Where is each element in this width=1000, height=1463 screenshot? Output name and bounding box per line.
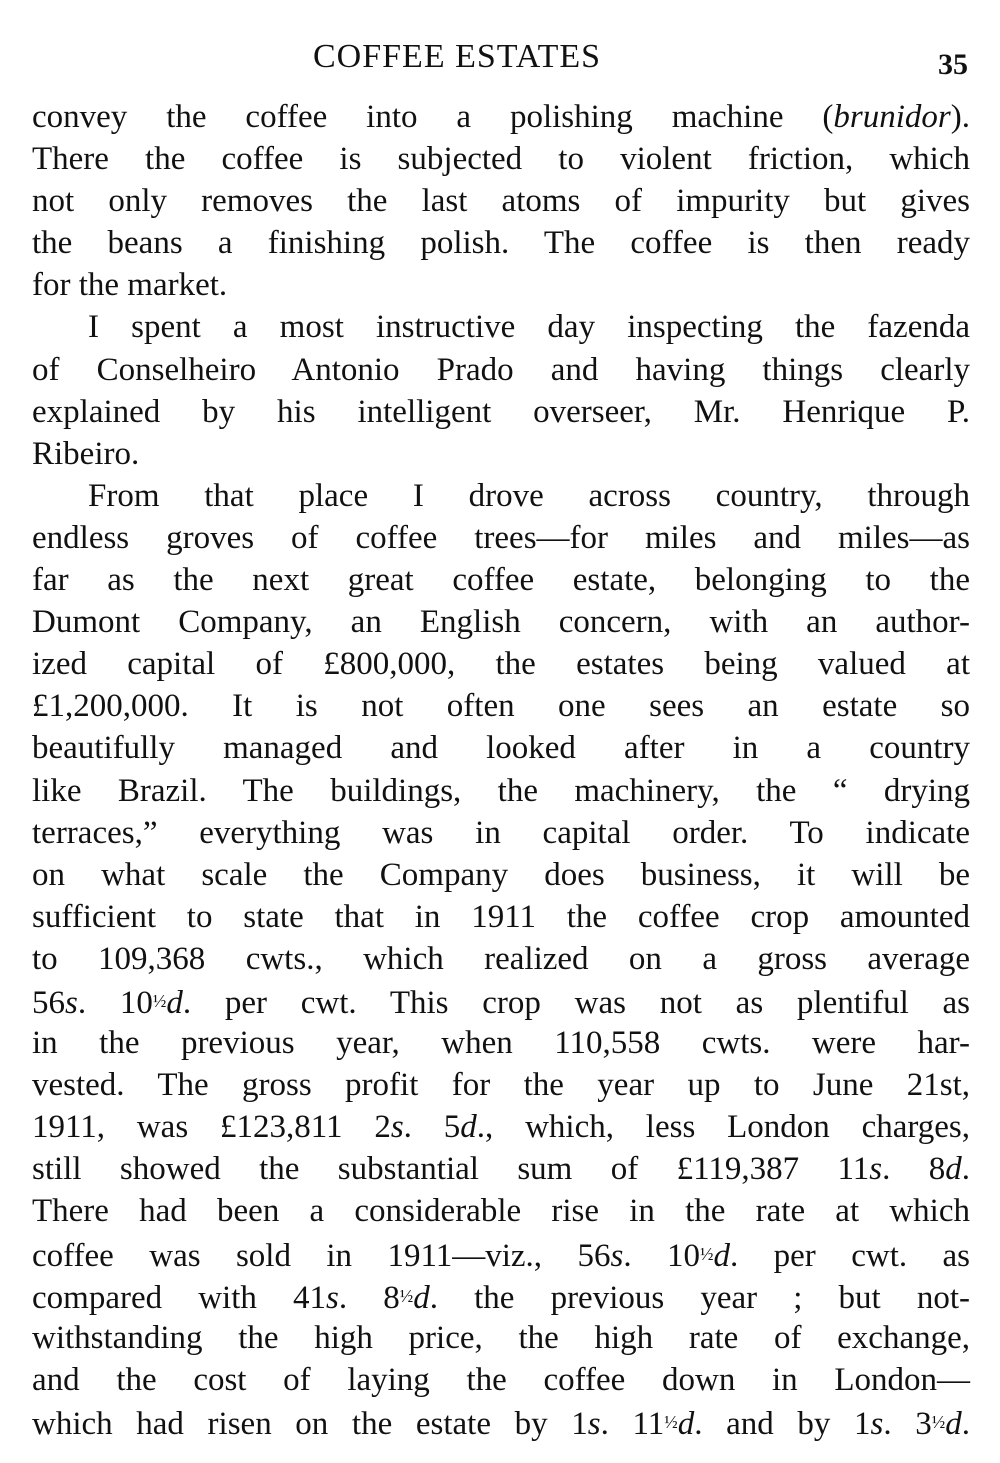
page-header: [0, 38, 1000, 88]
text-segment: still showed the substantial sum of £119,387 11: [32, 1151, 870, 1188]
text-line: [32, 1275, 970, 1317]
text-segment: vested. The gross profit for the year up to June 21st,: [32, 1067, 970, 1104]
text-segment: for the market.: [32, 267, 228, 304]
text-segment: ized capital of £800,000, the estates being valued at: [32, 646, 970, 683]
text-segment: Ribeiro.: [32, 435, 140, 472]
italic-text: s: [65, 984, 78, 1021]
italic-text: d: [945, 1405, 962, 1442]
italic-text: s: [587, 1405, 601, 1442]
text-line: [32, 727, 970, 769]
italic-text: d: [460, 1109, 477, 1146]
paragraph: [32, 96, 970, 306]
text-line: [32, 601, 970, 643]
text-segment: Dumont Company, an English concern, with an author-: [32, 604, 970, 641]
text-segment: terraces,” everything was in capital order. To indicate: [32, 814, 970, 851]
text-segment: which had risen on the estate by 1: [32, 1405, 588, 1442]
text-segment: not only removes the last atoms of impurity but gives: [32, 183, 970, 220]
text-segment: ).: [950, 99, 970, 135]
text-segment: . and by 1: [694, 1405, 871, 1442]
text-line: [32, 1064, 970, 1106]
paragraph: [32, 475, 970, 1443]
text-line: [32, 1359, 970, 1401]
italic-text: brunidor: [833, 99, 951, 135]
text-segment: I spent a most instructive day inspecting the fazenda: [88, 309, 970, 346]
text-segment: 56: [32, 984, 65, 1021]
text-line: [32, 1190, 970, 1232]
italic-text: s: [326, 1279, 339, 1316]
text-line: [32, 980, 970, 1022]
text-line: [32, 770, 970, 812]
text-segment: . 8: [882, 1151, 946, 1188]
text-line: [32, 685, 970, 727]
text-segment: From that place I drove across country, through: [88, 477, 970, 514]
text-segment: coffee was sold in 1911—viz., 56: [32, 1237, 611, 1274]
fraction: ½: [700, 1243, 714, 1264]
text-segment: £1,200,000. It is not often one sees an estate so: [32, 688, 970, 725]
text-segment: . per cwt. as: [730, 1237, 971, 1274]
text-line: [32, 1233, 970, 1275]
text-segment: withstanding the high price, the high rate of exchange,: [32, 1319, 970, 1356]
text-segment: endless groves of coffee trees—for miles and miles—as: [32, 519, 970, 556]
text-segment: There the coffee is subjected to violent friction, which: [32, 141, 970, 178]
text-segment: of Conselheiro Antonio Prado and having things clearly: [32, 351, 970, 388]
text-segment: . 8: [338, 1279, 400, 1316]
fraction: ½: [399, 1285, 414, 1306]
text-line: [32, 896, 970, 938]
text-line: [32, 1401, 970, 1443]
italic-text: d: [166, 984, 183, 1021]
fraction: ½: [152, 990, 167, 1011]
text-segment: . 10: [623, 1237, 700, 1274]
text-segment: convey the coffee into a polishing machine (: [32, 99, 834, 135]
italic-text: d: [413, 1279, 430, 1316]
page-number: 35: [938, 48, 968, 81]
italic-text: s: [610, 1237, 624, 1274]
italic-text: d: [713, 1237, 730, 1274]
text-line: [32, 1022, 970, 1064]
text-line: [32, 180, 970, 222]
italic-text: d: [945, 1151, 962, 1188]
text-line: [32, 1148, 970, 1190]
fraction: ½: [931, 1411, 946, 1432]
text-line: [32, 559, 970, 601]
text-segment: to 109,368 cwts., which realized on a gross average: [32, 940, 970, 977]
text-segment: the beans a finishing polish. The coffee is then ready: [32, 225, 970, 262]
text-segment: . 3: [883, 1405, 932, 1442]
text-line: [32, 1106, 970, 1148]
text-segment: . 10: [77, 984, 153, 1021]
text-line: [32, 854, 970, 896]
text-segment: . the previous year ; but not-: [429, 1279, 970, 1316]
text-segment: . 5: [403, 1109, 461, 1146]
text-segment: . 11: [600, 1405, 665, 1442]
text-line: [32, 222, 970, 264]
text-segment: on what scale the Company does business, it will be: [32, 856, 970, 893]
text-segment: explained by his intelligent overseer, Mr. Henrique P.: [32, 393, 970, 430]
text-segment: beautifully managed and looked after in a country: [32, 730, 970, 767]
fraction: ½: [664, 1411, 678, 1432]
text-line: [32, 938, 970, 980]
text-segment: 1911, was £123,811 2: [32, 1109, 391, 1146]
text-line: [32, 264, 970, 306]
text-line: [32, 1317, 970, 1359]
italic-text: s: [390, 1109, 404, 1146]
text-segment: ., which, less London charges,: [476, 1109, 971, 1146]
italic-text: s: [869, 1151, 883, 1188]
text-line: [32, 138, 970, 180]
text-line: [32, 433, 970, 475]
text-segment: sufficient to state that in 1911 the coffee crop amounted: [32, 898, 970, 935]
text-line: [32, 306, 970, 348]
text-line: [32, 475, 970, 517]
text-segment: compared with 41: [32, 1279, 327, 1316]
running-title: COFFEE ESTATES: [313, 38, 602, 75]
text-line: [32, 643, 970, 685]
text-line: [32, 812, 970, 854]
text-segment: in the previous year, when 110,558 cwts. were har-: [32, 1025, 970, 1062]
text-segment: far as the next great coffee estate, belonging to the: [32, 562, 970, 599]
text-line: [32, 517, 970, 559]
text-segment: .: [961, 1151, 971, 1188]
paragraph: [32, 306, 970, 474]
text-line: [32, 96, 970, 138]
text-segment: like Brazil. The buildings, the machinery, the “ drying: [32, 772, 970, 809]
body-text: [32, 96, 970, 1443]
italic-text: s: [870, 1405, 884, 1442]
text-line: [32, 349, 970, 391]
text-segment: .: [961, 1405, 970, 1442]
text-line: [32, 391, 970, 433]
text-segment: and the cost of laying the coffee down in London—: [32, 1361, 970, 1398]
text-segment: There had been a considerable rise in the rate at which: [32, 1193, 970, 1230]
italic-text: d: [677, 1405, 695, 1442]
text-segment: . per cwt. This crop was not as plentiful as: [182, 984, 970, 1021]
